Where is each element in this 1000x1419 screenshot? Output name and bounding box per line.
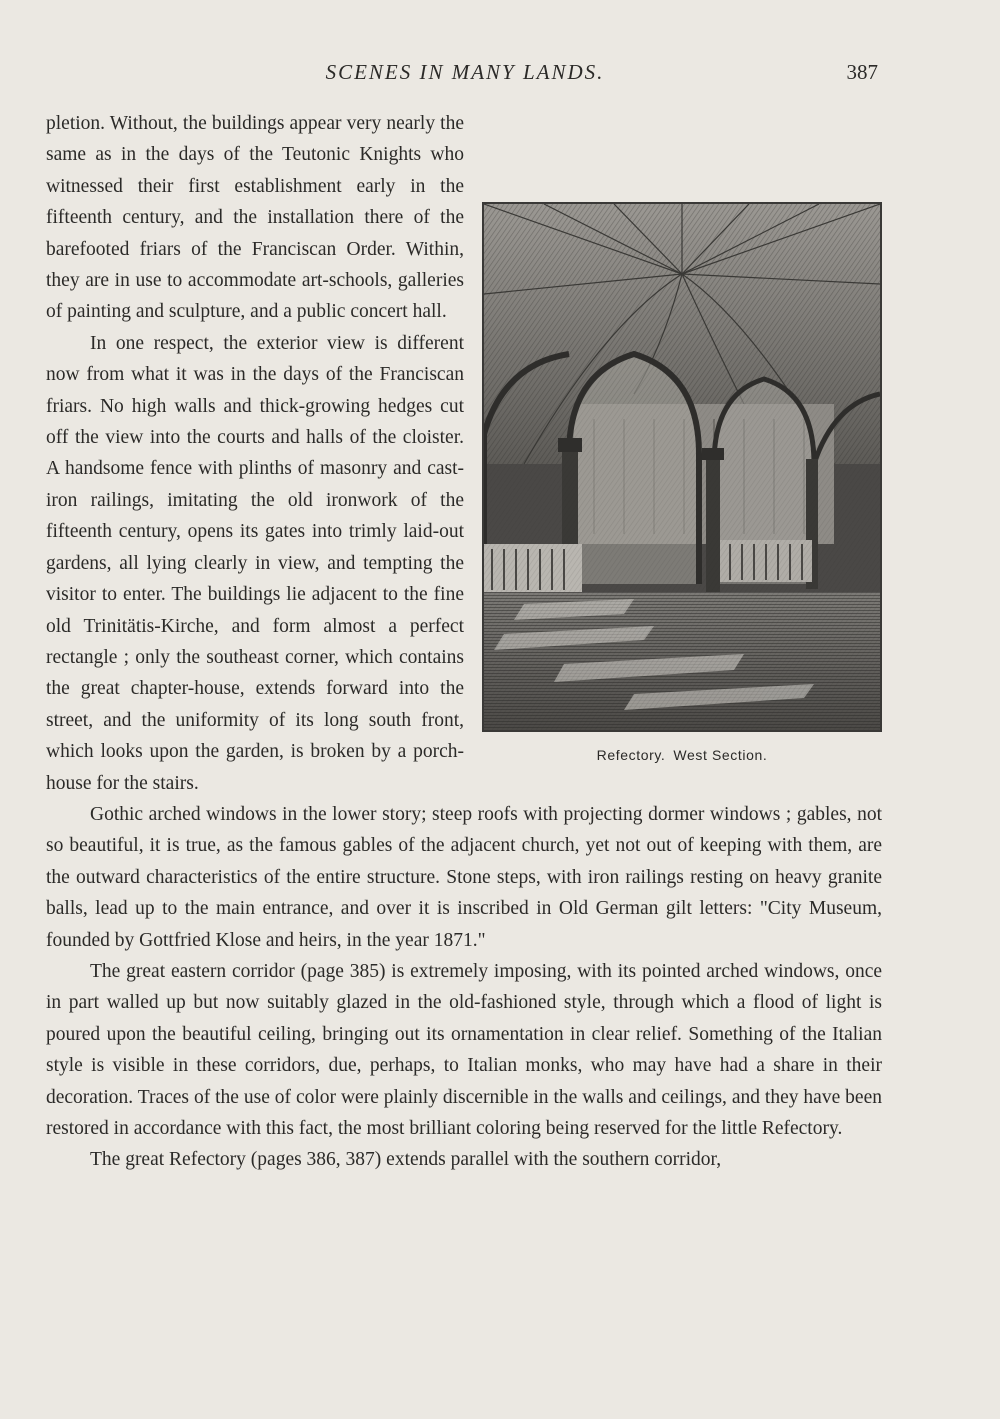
- caption-refectory: Refectory.: [596, 747, 666, 763]
- caption-west-section: West Section.: [673, 747, 768, 763]
- paragraph-1: pletion. Without, the buildings appear very nearly the same as in the days of the Teutonic Knights who witnessed their first establishment early in the fifteenth century, and the installation there of the barefooted friars of the Franciscan Order. Within, they are in use to accommodate art-schools, galleries of painting and sculpture, and a public concert hall.: [46, 113, 464, 323]
- running-title: SCENES IN MANY LANDS.: [325, 60, 605, 84]
- body-text: [46, 108, 882, 1176]
- paragraph-4: The great eastern corridor (page 385) is extremely imposing, with its pointed arched windows, once in part walled up but now suitably glazed in the old-fashioned style, through which a flood of light is poured upon the beautiful ceiling, bringing out its ornamentation in clear relief. Something of the Italian style is visible in these corridors, due, perhaps, to Italian monks, who may have had a share in their decoration. Traces of the use of color were plainly discernible in the walls and ceilings, and they have been restored in accordance with this fact, the most brilliant coloring being reserved for the little Refectory.: [46, 960, 882, 1139]
- paragraph-2: In one respect, the exterior view is different now from what it was in the days of the Franciscan friars. No high walls and thick-growing hedges cut off the view into the courts and halls of the cloister. A handsome fence with plinths of masonry and cast-iron railings, imitating the old ironwork of the fifteenth century, opens its gates into trimly laid-out gardens, all lying clearly in view, and tempting the visitor to enter. The buildings lie adjacent to the fine old Trinitätis-Kirche, and form almost a perfect rectangle ; only the southeast corner, which contains the great chapter-house, extends forward into the street, and the uniformity of its long south front, which looks upon the garden, is broken by a porch-house for the stairs.: [46, 332, 464, 794]
- paragraph-5: The great Refectory (pages 386, 387) extends parallel with the southern corridor,: [90, 1149, 722, 1171]
- refectory-figure: [482, 202, 882, 790]
- refectory-illustration: [484, 204, 880, 730]
- refectory-engraving: [482, 202, 882, 732]
- paragraph-3: Gothic arched windows in the lower story; steep roofs with projecting dormer windows ; gables, not so beautiful, it is true, as the famous gables of the adjacent church, yet not out of keeping with them, are the outward characteristics of the entire structure. Stone steps, with iron railings resting on heavy granite balls, lead up to the main entrance, and over it is inscribed in Old German gilt letters: "City Museum, founded by Gottfried Klose and heirs, in the year 1871.": [46, 803, 882, 951]
- page-number: 387: [846, 60, 878, 84]
- figure-caption: [482, 746, 882, 764]
- running-head: [0, 58, 1000, 88]
